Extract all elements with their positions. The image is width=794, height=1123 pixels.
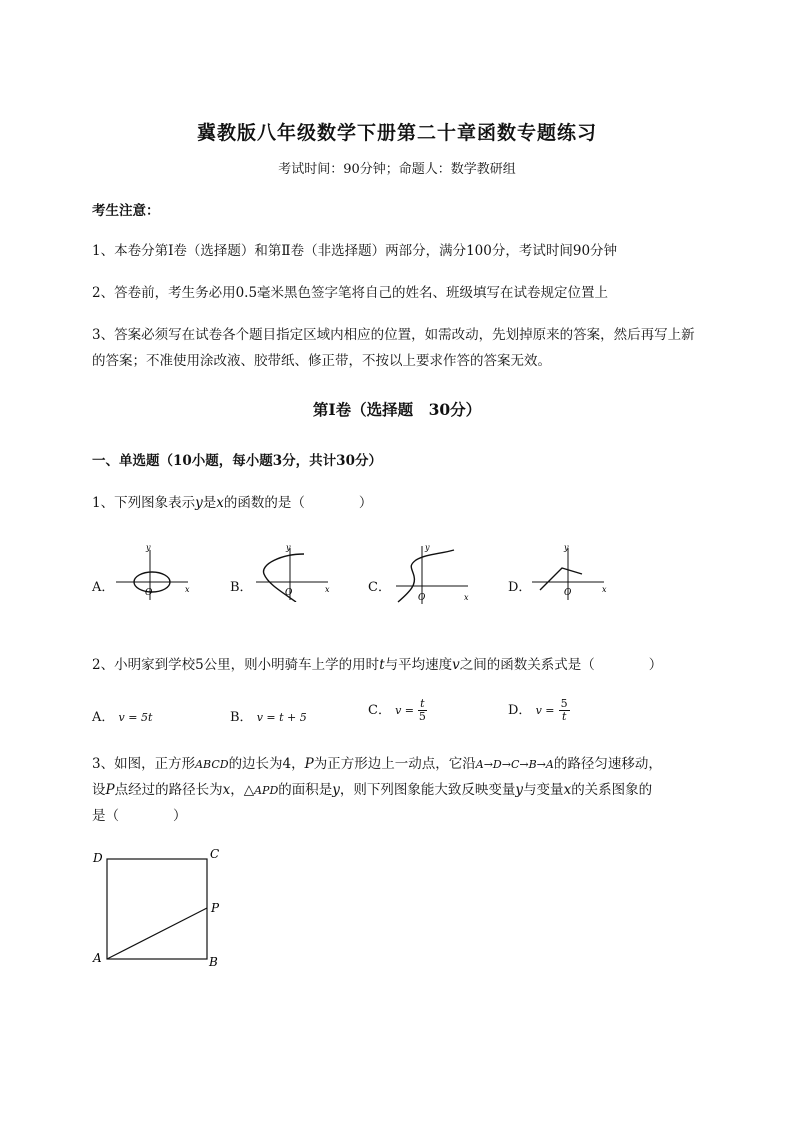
q2-option-b: B． v = t + 5 [230, 710, 307, 725]
q2-option-c: C． v = $\frac{t}{5}$ [368, 697, 426, 723]
y-axis-label: y [146, 543, 151, 552]
svg-text:x: x [325, 585, 330, 594]
exam-info: 考试时间：90分钟；命题人：数学教研组 [278, 162, 516, 177]
question-1: 1、下列图象表示y是x的函数的是（ ） [92, 495, 373, 511]
svg-text:O: O [564, 588, 572, 598]
q2-option-d: D． v = $\frac{5}{t}$ [508, 697, 568, 723]
q1-option-c-label: C． [368, 580, 391, 595]
q1-graph-a [112, 540, 196, 602]
q1-graph-c [392, 538, 476, 606]
question-3-line-1: 3、如图，正方形ABCD的边长为4，P为正方形边上一动点，它沿A→D→C→B→A的路径匀速移动， [92, 756, 662, 772]
notice-item-2: 2、答卷前，考生务必用0.5毫米黑色签字笔将自己的姓名、班级填写在试卷规定位置上 [92, 285, 609, 301]
question-3-line-3: 是（ ） [92, 808, 187, 824]
svg-text:y: y [564, 543, 569, 552]
label-p: P [211, 901, 220, 915]
label-c: C [210, 847, 220, 861]
notice-heading: 考生注意： [92, 203, 160, 219]
section-title: 第I卷（选择题 30分） [312, 400, 482, 419]
notice-item-3: 3、答案必须写在试卷各个题目指定区域内相应的位置，如需改动，先划掉原来的答案，然后再写上新 [92, 327, 695, 343]
question-2: 2、小明家到学校5公里，则小明骑车上学的用时t与平均速度v之间的函数关系式是（ ） [92, 657, 663, 673]
q1-option-d-label: D． [508, 580, 532, 595]
origin-label: O [145, 588, 153, 598]
part-heading: 一、单选题（10小题，每小题3分，共计30分） [92, 453, 382, 469]
q1-option-a-label: A． [92, 580, 115, 595]
label-a: A [93, 951, 102, 965]
question-3-line-2: 设P点经过的路径长为x，△APD的面积是y，则下列图象能大致反映变量y与变量x的关系图象的 [92, 782, 653, 798]
label-b: B [209, 955, 218, 969]
svg-text:x: x [602, 585, 607, 594]
svg-text:O: O [285, 588, 293, 598]
q2-option-a: A． v = 5t [92, 710, 153, 725]
notice-item-3-cont: 的答案；不准使用涂改液、胶带纸、修正带，不按以上要求作答的答案无效。 [92, 353, 551, 369]
svg-text:x: x [464, 593, 469, 602]
q3-square-figure [86, 842, 236, 972]
notice-item-1: 1、本卷分第I卷（选择题）和第Ⅱ卷（非选择题）两部分，满分100分，考试时间90分钟 [92, 243, 618, 259]
label-d: D [93, 851, 103, 865]
page-title: 冀教版八年级数学下册第二十章函数专题练习 [196, 122, 597, 144]
svg-text:O: O [418, 593, 426, 603]
x-axis-label: x [185, 585, 190, 594]
q1-option-b-label: B． [230, 580, 253, 595]
svg-text:y: y [425, 543, 430, 552]
q1-graph-d [528, 540, 612, 602]
svg-text:y: y [286, 543, 291, 552]
q1-graph-b [252, 540, 336, 602]
